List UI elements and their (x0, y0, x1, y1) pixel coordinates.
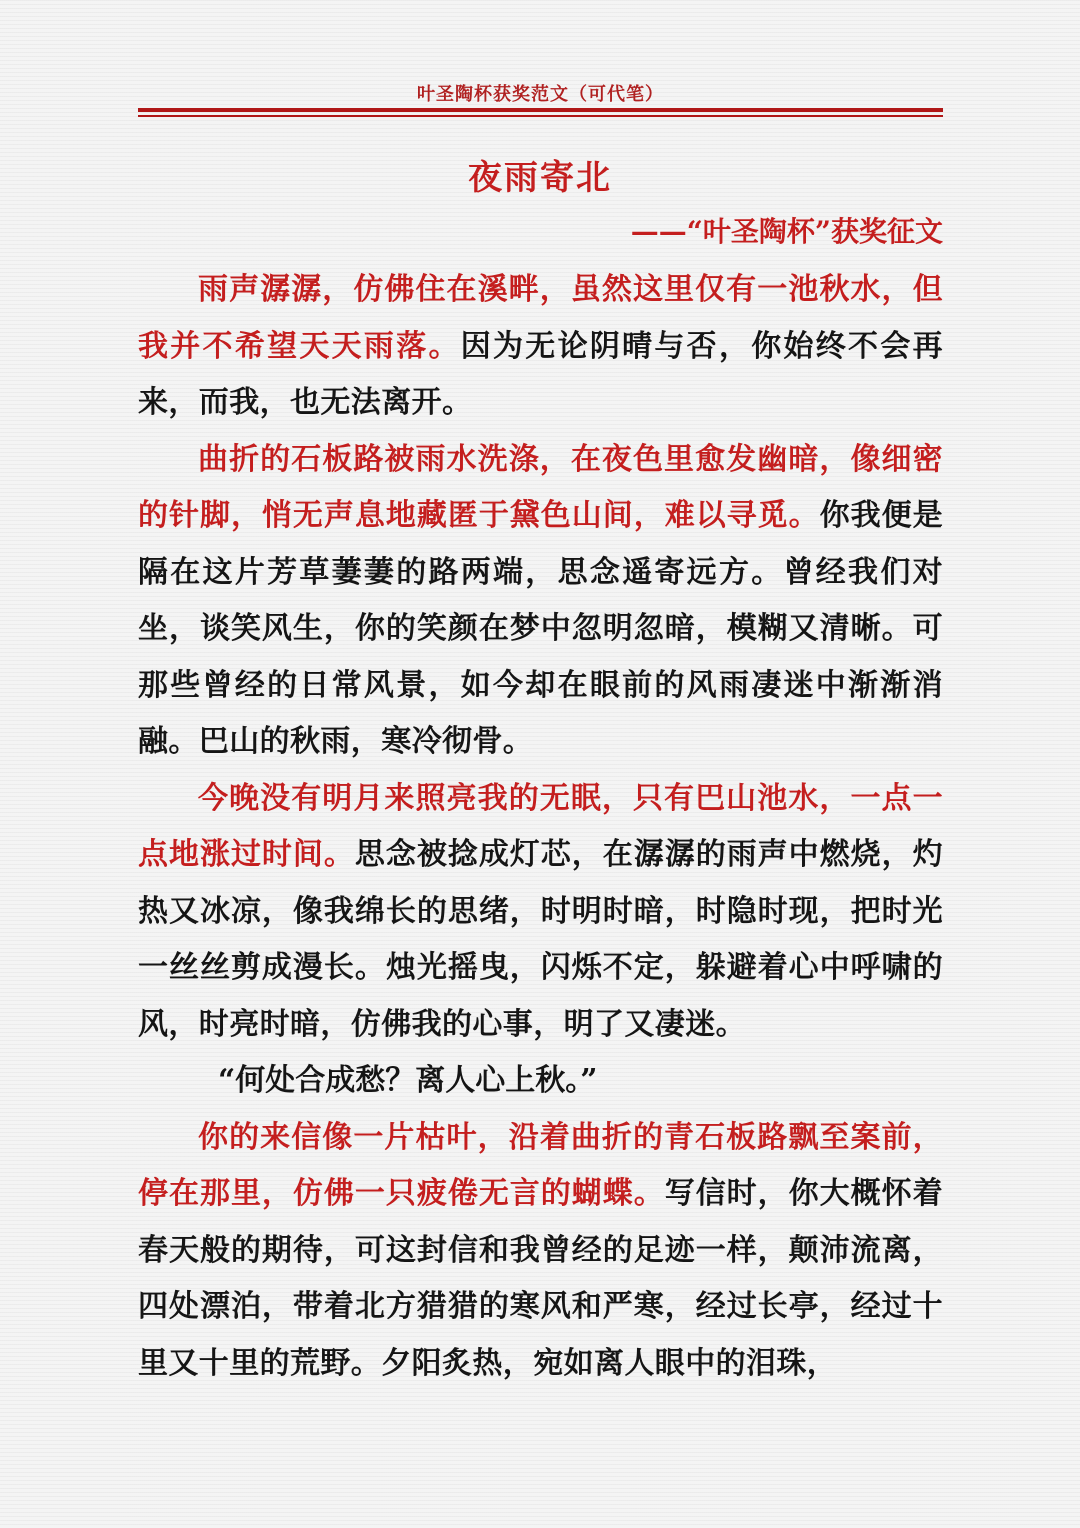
header-double-rule (138, 108, 943, 117)
article-title: 夜雨寄北 (468, 158, 612, 198)
paragraph-1-text: 因为无论阴晴与否，你始终不会再来，而我，也无法离开。 (138, 328, 943, 420)
paragraph-1-highlight: 雨声潺潺，仿佛住在溪畔，虽然这里仅有一池秋水，但我并不希望天天雨落。 (138, 272, 943, 364)
paragraph-4 (138, 1110, 943, 1393)
paragraph-2-highlight: 曲折的石板路被雨水洗涤，在夜色里愈发幽暗，像细密的针脚，悄无声息地藏匿于黛色山间，难以寻觅。 (138, 441, 943, 533)
header-rule-thick (138, 108, 943, 112)
poem-quote: “何处合成愁？离人心上秋。” (218, 1063, 598, 1098)
article-body (138, 262, 943, 1392)
paragraph-3-text: 思念被捻成灯芯，在潺潺的雨声中燃烧，灼热又冰凉，像我绵长的思绪，时明时暗，时隐时现，把时光一丝丝剪成漫长。烛光摇曳，闪烁不定，躲避着心中呼啸的风，时亮时暗，仿佛我的心事，明了又凄迷。 (138, 837, 943, 1042)
paragraph-2 (138, 432, 943, 771)
running-header: 叶圣陶杯获奖范文（可代笔） (417, 84, 664, 105)
paragraph-3-highlight: 今晚没有明月来照亮我的无眠，只有巴山池水，一点一点地涨过时间。 (138, 780, 943, 872)
paragraph-1 (138, 262, 943, 432)
paragraph-3 (138, 771, 943, 1054)
paragraph-2-text: 你我便是隔在这片芳草萋萋的路两端，思念遥寄远方。曾经我们对坐，谈笑风生，你的笑颜在梦中忽明忽暗，模糊又清晰。可那些曾经的日常风景，如今却在眼前的风雨凄迷中渐渐消融。巴山的秋雨，寒冷彻骨。 (138, 498, 943, 759)
header-rule-thin (138, 115, 943, 117)
paragraph-4-text: 写信时，你大概怀着春天般的期待，可这封信和我曾经的足迹一样，颠沛流离，四处漂泊，带着北方猎猎的寒风和严寒，经过长亭，经过十里又十里的荒野。夕阳炙热，宛如离人眼中的泪珠， (138, 1176, 943, 1381)
paragraph-4-highlight: 你的来信像一片枯叶，沿着曲折的青石板路飘至案前，停在那里，仿佛一只疲倦无言的蝴蝶。 (138, 1119, 943, 1211)
article-subtitle: ——“叶圣陶杯”获奖征文 (630, 215, 943, 248)
